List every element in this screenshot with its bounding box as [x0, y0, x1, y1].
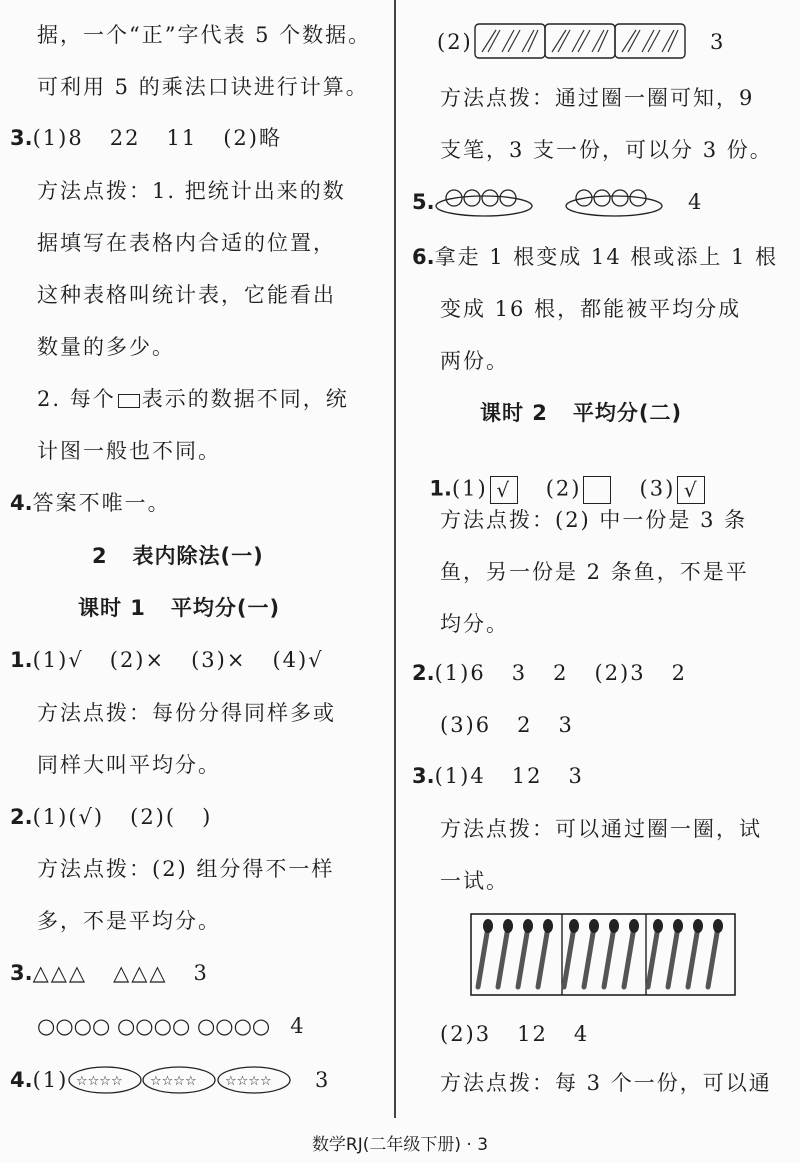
answer-text: (3)6 2 3: [440, 713, 574, 737]
match-stick: [624, 927, 634, 987]
answer-text: (1)6 3 2 (2)3 2: [434, 661, 687, 685]
answer-text: (2): [437, 30, 473, 54]
text-line: 数量的多少。: [37, 335, 175, 359]
match-head: [673, 919, 683, 933]
match-head: [569, 919, 579, 933]
match-head: [653, 919, 663, 933]
match-stick: [498, 927, 508, 987]
pens-groups-illustration: [474, 22, 688, 60]
answer-box: √: [490, 476, 518, 504]
match-head: [483, 919, 493, 933]
answer-text: 3: [315, 1068, 331, 1092]
method-tip: 方法点拨：可以通过圈一圈，试: [440, 817, 762, 841]
question-number: 2.: [10, 805, 33, 829]
question-number: 4.: [10, 1068, 33, 1092]
match-stick: [518, 927, 528, 987]
circles-answer: ○○○○ ○○○○ ○○○○ 4: [37, 1014, 304, 1038]
method-tip: 方法点拨：(2) 中一份是 3 条: [440, 508, 748, 532]
text-line: 可利用 5 的乘法口诀进行计算。: [37, 75, 369, 99]
answer-text: 3: [710, 30, 726, 54]
match-stick: [584, 927, 594, 987]
answer-text: (1)(√) (2)( ): [32, 805, 213, 829]
matches-illustration: [470, 913, 736, 996]
question-number: 1.: [429, 476, 452, 501]
match-stick: [688, 927, 698, 987]
answer-text: (2)3 12 4: [440, 1022, 590, 1046]
answer-text: (1): [451, 476, 488, 501]
page-footer: 数学RJ(二年级下册) · 3: [311, 1135, 489, 1155]
match-head: [713, 919, 723, 933]
svg-text:☆☆☆☆: ☆☆☆☆: [150, 1074, 197, 1089]
text-line: 据，一个“正”字代表 5 个数据。: [37, 23, 372, 47]
text-line: 两份。: [440, 349, 509, 373]
question-number: 3.: [412, 764, 435, 788]
match-head: [629, 919, 639, 933]
answer-text: 拿走 1 根变成 14 根或添上 1 根: [434, 245, 779, 269]
question-number: 6.: [412, 245, 435, 269]
match-head: [693, 919, 703, 933]
text-line: 多，不是平均分。: [37, 909, 221, 933]
question-number: 1.: [10, 648, 33, 672]
question-number: 5.: [412, 190, 435, 214]
answer-text: (1): [32, 1068, 69, 1092]
answer-text: (1)8 22 11 (2)略: [32, 126, 282, 150]
lesson-title: 课时 2 平均分(二): [480, 401, 683, 425]
text-line: 鱼，另一份是 2 条鱼，不是平: [440, 560, 749, 584]
text-line: 一试。: [440, 869, 509, 893]
method-tip: 方法点拨：通过圈一圈可知，9: [440, 86, 755, 110]
triangles-answer: △△△ △△△ 3: [32, 961, 209, 985]
text-line: 同样大叫平均分。: [37, 753, 221, 777]
text-line: 表示的数据不同，统: [141, 387, 349, 411]
tomatoes-plates-illustration: [434, 180, 674, 220]
match-stick: [708, 927, 718, 987]
section-title: 2 表内除法(一): [92, 544, 264, 568]
answer-text: (3): [639, 476, 676, 501]
answer-text: (1)4 12 3: [434, 764, 584, 788]
question-number: 2.: [412, 661, 435, 685]
text-line: 变成 16 根，都能被平均分成: [440, 297, 742, 321]
answer-box: [583, 476, 611, 504]
method-tip: 方法点拨：每份分得同样多或: [37, 701, 336, 725]
answer-text: 答案不唯一。: [32, 491, 171, 515]
match-head: [523, 919, 533, 933]
svg-text:☆☆☆☆: ☆☆☆☆: [76, 1074, 123, 1089]
question-number: 3.: [10, 126, 33, 150]
text-line: 2. 每个: [37, 387, 116, 411]
rectangle-icon: [118, 394, 140, 408]
match-stick: [478, 927, 488, 987]
match-stick: [564, 927, 574, 987]
match-head: [609, 919, 619, 933]
stars-groups-illustration: [68, 1064, 293, 1096]
text-line: 这种表格叫统计表，它能看出: [37, 283, 336, 307]
method-tip: 方法点拨：每 3 个一份，可以通: [440, 1071, 772, 1095]
question-number: 4.: [10, 491, 33, 515]
answer-text: (1)√ (2)× (3)× (4)√: [32, 648, 324, 672]
match-stick: [668, 927, 678, 987]
text-line: 均分。: [440, 612, 509, 636]
match-stick: [604, 927, 614, 987]
column-divider: [394, 0, 396, 1118]
answer-box: √: [677, 476, 705, 504]
text-line: 据填写在表格内合适的位置，: [37, 231, 336, 255]
match-stick: [538, 927, 548, 987]
text-line: 支笔，3 支一份，可以分 3 份。: [440, 138, 773, 162]
lesson-title: 课时 1 平均分(一): [78, 596, 281, 620]
match-head: [503, 919, 513, 933]
question-number: 3.: [10, 961, 33, 985]
method-tip: 方法点拨：1. 把统计出来的数: [37, 179, 346, 203]
answer-text: (2): [545, 476, 582, 501]
match-head: [543, 919, 553, 933]
match-stick: [648, 927, 658, 987]
method-tip: 方法点拨：(2) 组分得不一样: [37, 857, 335, 881]
svg-text:☆☆☆☆: ☆☆☆☆: [225, 1074, 272, 1089]
answer-text: 4: [688, 190, 704, 214]
match-head: [589, 919, 599, 933]
text-line: 计图一般也不同。: [37, 439, 221, 463]
